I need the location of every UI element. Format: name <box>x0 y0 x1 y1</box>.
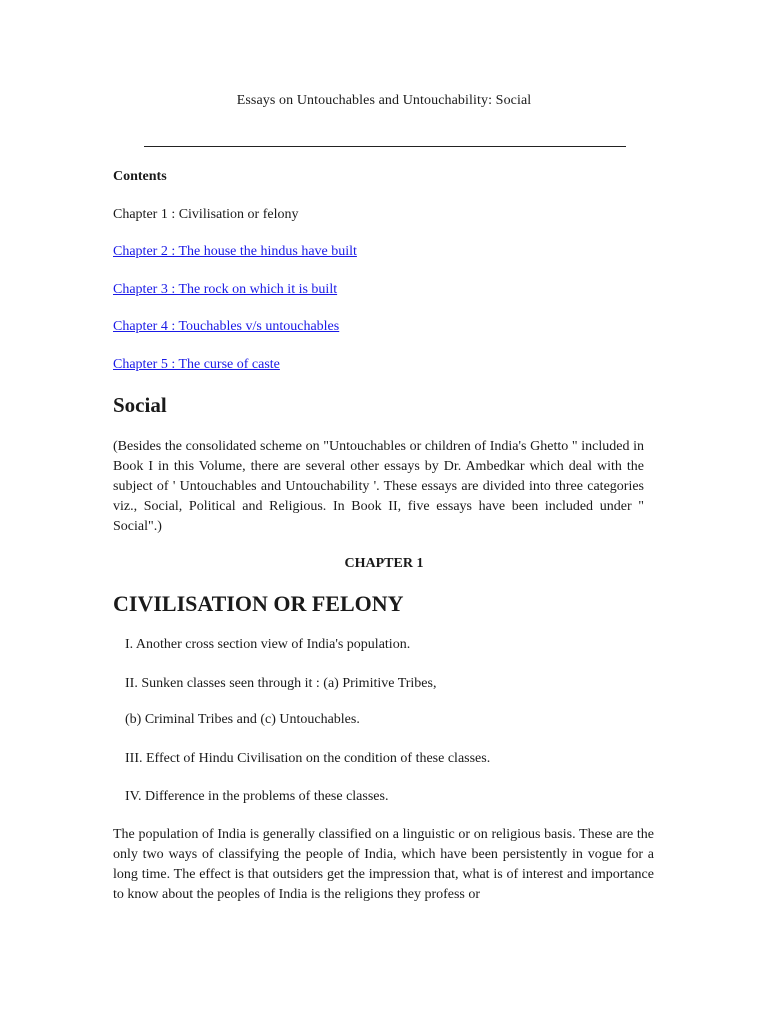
outline-item: (b) Criminal Tribes and (c) Untouchables. <box>125 712 360 727</box>
toc-link-chapter-3[interactable]: Chapter 3 : The rock on which it is built <box>113 282 338 297</box>
outline-item: II. Sunken classes seen through it : (a) Primitive Tribes, <box>125 676 437 691</box>
contents-heading: Contents <box>113 169 167 184</box>
toc-item-chapter-1: Chapter 1 : Civilisation or felony <box>113 207 299 222</box>
toc-link-chapter-2[interactable]: Chapter 2 : The house the hindus have built <box>113 244 357 259</box>
chapter-label: CHAPTER 1 <box>344 556 424 571</box>
body-paragraph: The population of India is generally classified on a linguistic or on religious basis. These are the only two ways of classifying the people of India, which have been persistently in vogue for a long time. The effect is that outsiders get the impression that, what is of interest and importance to know about the peoples of India is the religions they profess or <box>113 827 654 902</box>
intro-paragraph: (Besides the consolidated scheme on "Untouchables or children of India's Ghetto " included in Book I in this Volume, there are several other essays by Dr. Ambedkar which deal with the subject of ' Untouchables and Untouchability '. These essays are divided into three categories viz., Social, Political and Religious. In Book II, five essays have been included under " Social".) <box>113 439 644 534</box>
outline-item: I. Another cross section view of India's population. <box>125 637 411 652</box>
toc-link-chapter-4[interactable]: Chapter 4 : Touchables v/s untouchables <box>113 319 340 334</box>
chapter-title: CIVILISATION OR FELONY <box>113 591 404 616</box>
outline-item: III. Effect of Hindu Civilisation on the condition of these classes. <box>125 751 491 766</box>
document-title: Essays on Untouchables and Untouchability: Social <box>236 93 532 108</box>
section-heading: Social <box>113 393 167 417</box>
title-divider <box>144 146 626 147</box>
toc-link-chapter-5[interactable]: Chapter 5 : The curse of caste <box>113 357 280 372</box>
outline-item: IV. Difference in the problems of these classes. <box>125 789 389 804</box>
